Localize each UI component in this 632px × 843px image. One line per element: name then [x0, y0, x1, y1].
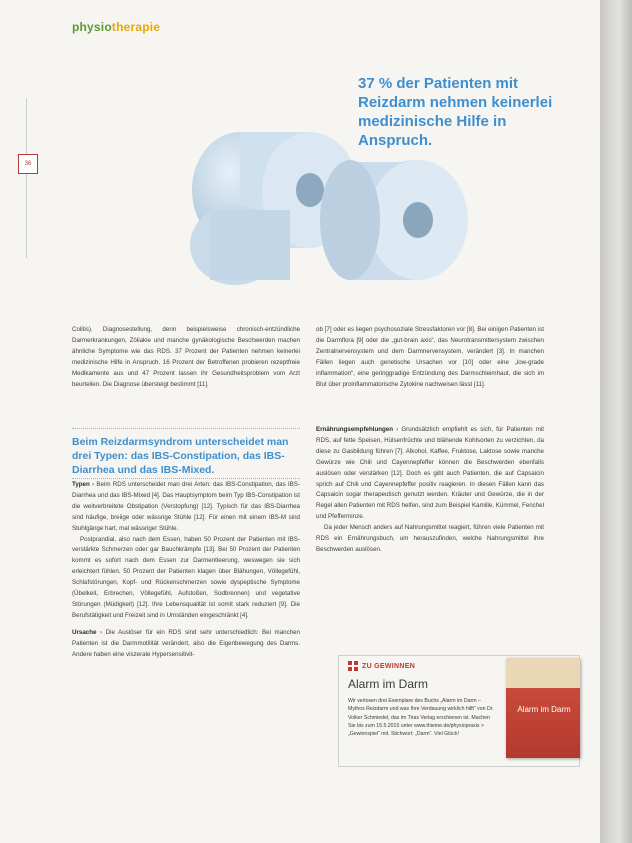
paragraph-nutrition [316, 425, 544, 523]
giveaway-text: Wir verlosen drei Exemplare des Buchs „Alarm im Darm – Mythos Reizdarm und was Ihre Verdauung wirklich hilft“ von Dr. Volker Schmiedel, das im Trias Verlag erschienen ist. Machen Sie bis zum 15.5.2015 unter www.thieme.de/physiopraxis > „Gewinnspiel“ mit. Stichwort: „Darm“. Viel Glück! [348, 698, 494, 738]
section-header [72, 20, 160, 34]
right-column-top [316, 325, 544, 390]
page-number: 36 [18, 154, 38, 174]
paragraph-lead: Ernährungsempfehlungen [316, 426, 394, 433]
section-header-part2: therapie [111, 20, 161, 34]
giveaway-title: Alarm im Darm [348, 677, 428, 691]
margin-rule [26, 98, 27, 258]
paragraph-text: › Grundsätzlich empfiehlt es sich, für Patienten mit RDS, auf fette Speisen, Hülsenfrüchte und blähende Kohlsorten zu verzichten, da diese zu Gasbildung führen [7]. Alkohol, Kaffee, Fruktose, Laktose sowie manche Gewürze wie Chili und Cayennepfeffer können die Beschwerden ebenfalls auslösen oder verstärken [12]. Doch es gibt auch Patienten, die auf Capsaicin sprich auf Chili und Cayennepfeffer positiv reagieren. In diesen Fällen kann das Capsaicin sogar therapeutisch genutzt werden. Kräuter und Gewürze, die in der Regel allen Patienten mit RDS helfen, sind zum Beispiel Kamille, Kümmel, Fenchel und Pfefferminze. [316, 426, 544, 521]
giveaway-label: ZU GEWINNEN [362, 662, 416, 670]
paragraph-text: Da jeder Mensch anders auf Nahrungsmittel reagiert, führen viele Patienten mit RDS ein Ernährungsbuch, um herauszufinden, welche Nahrungsmittel ihre Beschwerden auslösen. [316, 524, 544, 553]
left-column-top [72, 325, 300, 390]
pull-quote: 37 % der Patienten mit Reizdarm nehmen keinerlei medizinische Hilfe in Anspruch. [358, 75, 553, 149]
paragraph-postprandial [72, 535, 300, 622]
left-top-paragraph: Colitis). Diagnosestellung, denn beispielsweise chronisch-entzündliche Darmerkrankungen, Zöliakie und manche gynäkologische Beschwerden machen ähnliche Symptome wie das RDS. 37 Prozent der Patienten nehmen keinerlei medizinische Hilfe in Anspruch. 16 Prozent der Betroffenen probieren rezeptfreie Medikamente aus und 47 Prozent lassen ihr Gesundheitsproblem vom Arzt beurteilen. Die Diagnose übersteigt bestimmt [11]. [72, 326, 300, 388]
paragraph-diary [316, 523, 544, 556]
subhead: Beim Reizdarmsyndrom unterscheidet man drei Typen: das IBS-Constipation, das IBS-Diarrhea und das IBS-Mixed. [72, 436, 289, 476]
subhead-rule-bottom [72, 478, 300, 479]
gift-icon [348, 661, 358, 671]
paragraph-types [72, 480, 300, 535]
right-top-paragraph: ob [7] oder es liegen psychosoziale Stressfaktoren vor [8]. Bei einigen Patienten ist die Darmflora [9] oder die „gut-brain axis“, das Neurotransmittersystem zwischen Zentralnervensystem und dem Darmnervensystem, verändert [3]. In manchen Fällen liegen auch genetische Ursachen vor [10] oder eine „low-grade inflammation“, eine geringgradige Entzündung des Darmschleimhaut, die sich im Blut über proinflammatorische Zytokine nachweisen lässt [11]. [316, 326, 544, 388]
section-header-part1: physio [72, 20, 112, 34]
page-edge [600, 0, 632, 843]
paragraph-text: Postprandial, also nach dem Essen, haben 50 Prozent der Patienten mit IBS-verstärkte Schmerzen oder gar Bauchkrämpfe [13]. Bei 50 Prozent der Patienten kommt es sofort nach dem Essen zur Darmentleerung, weswegen sie sich erleichtert fühlen. 50 Prozent der Patienten klagen über Blähungen, Völlegefühl, Schlafstörungen, Kopf- und Rückenschmerzen sowie dyspeptische Symptome (Übelkeit, Erbrechen, Völlegefühl, Aufstoßen, Sodbrennen) und vegetative Störungen (Müdigkeit) [12]. Ihre Lebensqualität ist somit stark reduziert [9]. Die Berufstätigkeit und Freizeit sind in Umständen eingeschränkt [4]. [72, 535, 300, 619]
subhead-rule-top [72, 428, 300, 429]
paragraph-lead: Typen [72, 481, 90, 488]
paragraph-lead: Ursache [72, 628, 97, 636]
paragraph-cause [72, 628, 300, 661]
book-cover-title: Alarm im Darm [517, 705, 571, 714]
paragraph-text: › Beim RDS unterscheidet man drei Arten: das IBS-Constipation, das IBS-Diarrhea und das IBS-Mixed [4]. Das Hauptsymptom beim Typ IBS-Constipation ist die weitverbreitete Obstipation (Verstopfung) [12]. Typisch für das IBS-Diarrhea sind häufige, breiige oder wässrige Stühle [12]. Für einen mit einem IBS-M sind Stuhlgänge hart, mal wässriger Stühle. [72, 481, 300, 532]
paragraph-text: › Die Auslöser für ein RDS sind sehr unterschiedlich: Bei manchen Patienten ist die Darmmotilität verändert, also die Eigenbewegung des Darms. Andere haben eine viszerale Hypersensitivit- [72, 628, 300, 658]
left-column-main [72, 480, 300, 661]
giveaway-label-row [348, 660, 415, 672]
right-column-main [316, 425, 544, 556]
